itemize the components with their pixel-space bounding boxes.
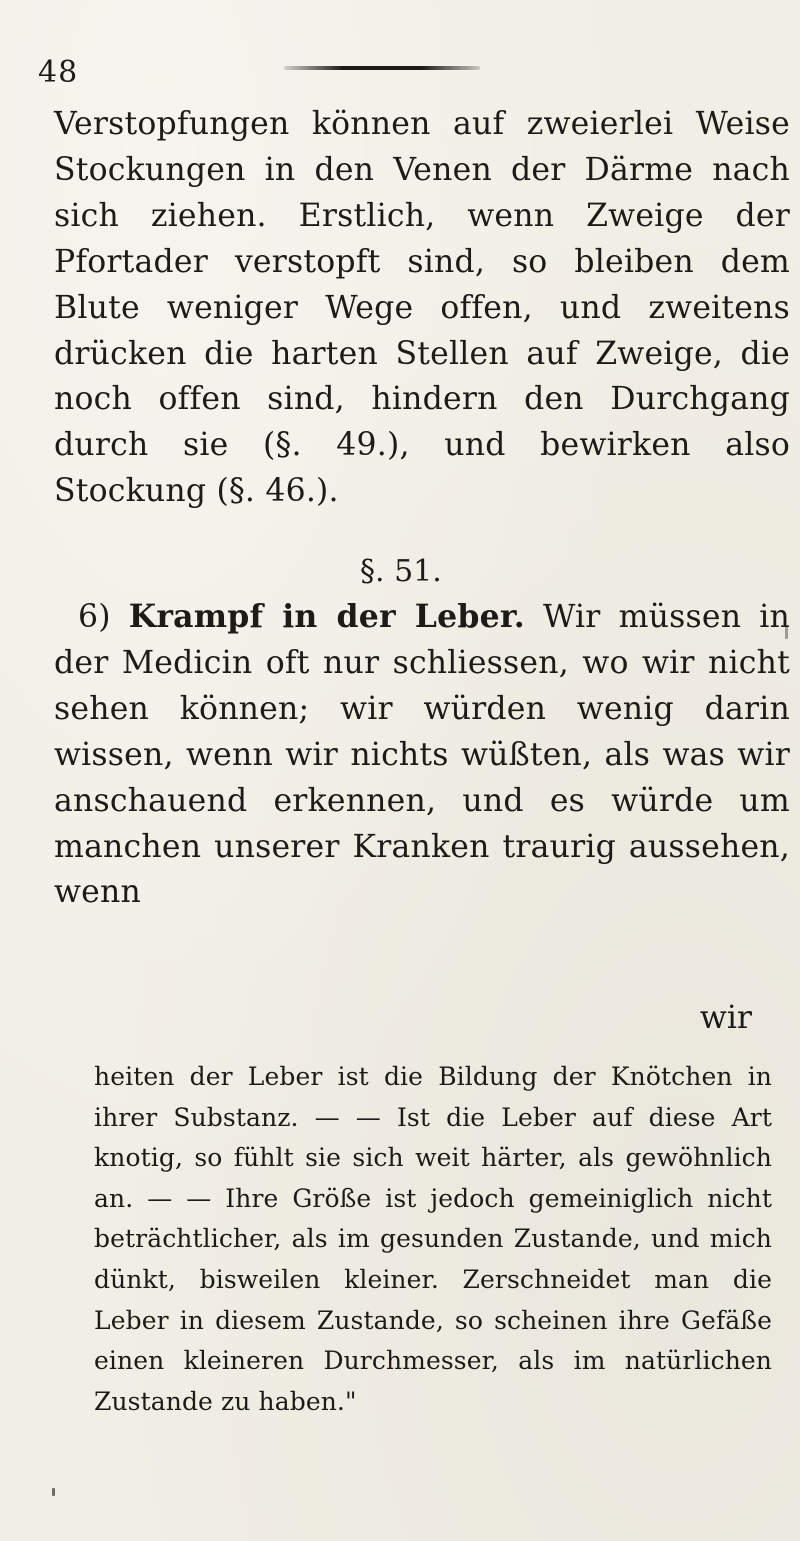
ink-speck <box>785 627 788 639</box>
header-rule <box>284 66 480 70</box>
section-number: §. 51. <box>360 554 442 589</box>
section-heading-number: 6) <box>78 599 111 635</box>
main-text <box>54 102 790 515</box>
section-body <box>54 594 790 916</box>
catchword: wir <box>699 1000 752 1036</box>
section-text: Wir müssen in der Medicin oft nur schliessen, wo wir nicht sehen können; wir würden wenig darin wissen, wenn wir nichts wüßten, als was wir anschauend erkennen, und es würde um manchen unserer Kranken traurig aussehen, wenn <box>54 599 790 911</box>
ink-speck <box>52 1488 55 1496</box>
section-paragraph <box>54 594 790 916</box>
section-heading: Krampf in der Leber. <box>128 598 525 635</box>
page-number: 48 <box>38 55 79 90</box>
footnote <box>94 1057 772 1422</box>
main-paragraph: Verstopfungen können auf zweierlei Weise Stockungen in den Venen der Därme nach sich ziehen. Erstlich, wenn Zweige der Pfortader verstopft sind, so bleiben dem Blute weniger Wege offen, und zweitens drücken die harten Stellen auf Zweige, die noch offen sind, hindern den Durchgang durch sie (§. 49.), und bewirken also Stockung (§. 46.). <box>54 106 790 510</box>
footnote-paragraph: heiten der Leber ist die Bildung der Knötchen in ihrer Substanz. — — Ist die Leber auf diese Art knotig, so fühlt sie sich weit härter, als gewöhnlich an. — — Ihre Größe ist jedoch gemeiniglich nicht beträchtlicher, als im gesunden Zustande, und mich dünkt, bisweilen kleiner. Zerschneidet man die Leber in diesem Zustande, so scheinen ihre Gefäße einen kleineren Durchmesser, als im natürlichen Zustande zu haben." <box>94 1062 772 1416</box>
